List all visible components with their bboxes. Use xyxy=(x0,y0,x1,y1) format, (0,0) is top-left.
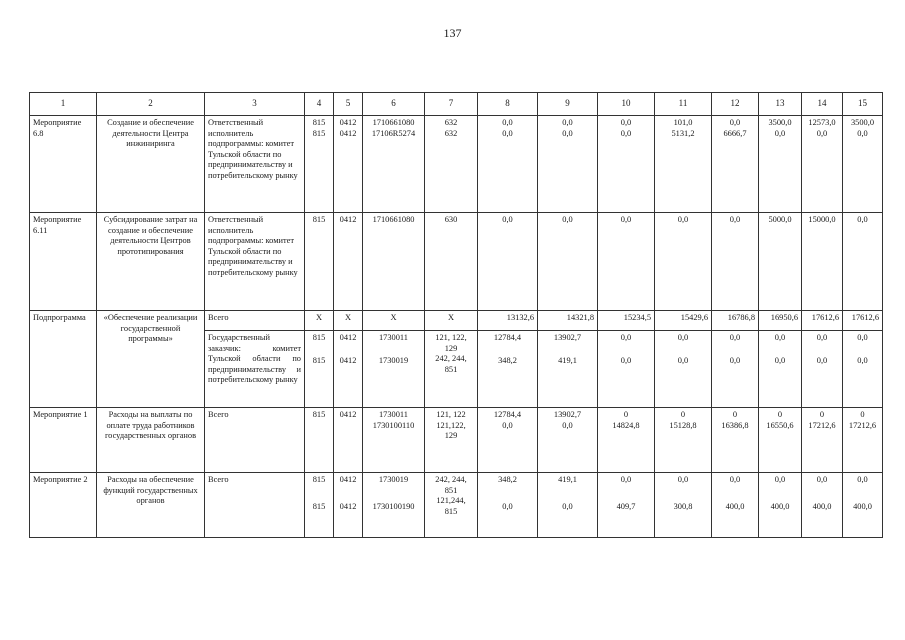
table-row xyxy=(30,213,883,311)
amount-cell: 0,0 6666,7 xyxy=(712,116,759,213)
amount-cell: 0,0 xyxy=(655,213,712,311)
amount-cell: 101,0 5131,2 xyxy=(655,116,712,213)
header-cell: 11 xyxy=(655,93,712,116)
expense-type-cell: 121, 122, 129 242, 244, 851 xyxy=(425,331,478,408)
table-row xyxy=(30,311,883,331)
header-cell: 2 xyxy=(97,93,205,116)
section-code-cell: 0412 0412 xyxy=(334,116,363,213)
expense-type-cell: 630 xyxy=(425,213,478,311)
header-cell: 5 xyxy=(334,93,363,116)
event-description: Создание и обеспечение деятельности Центра инжиниринга xyxy=(97,116,205,213)
amount-cell: 3500,0 0,0 xyxy=(843,116,883,213)
amount-cell: 0,0 xyxy=(538,213,598,311)
header-row xyxy=(30,93,883,116)
section-code-cell: 0412 xyxy=(334,213,363,311)
amount-cell: 0,0 xyxy=(598,213,655,311)
event-name: Мероприятие 6.8 xyxy=(30,116,97,213)
amount-cell: 3500,0 0,0 xyxy=(759,116,802,213)
section-code-cell: 0412 xyxy=(334,408,363,473)
amount-cell: 15000,0 xyxy=(802,213,843,311)
target-code-cell: 1710661080 17106R5274 xyxy=(363,116,425,213)
amount-cell: 0,0 400,0 xyxy=(802,473,843,538)
event-name: Мероприятие 1 xyxy=(30,408,97,473)
budget-table xyxy=(29,92,883,538)
amount-cell: 0 15128,8 xyxy=(655,408,712,473)
header-cell: 14 xyxy=(802,93,843,116)
table-row xyxy=(30,116,883,213)
amount-cell: 0,0 0,0 xyxy=(712,331,759,408)
amount-cell: 0,0 0,0 xyxy=(538,116,598,213)
amount-cell: 0 17212,6 xyxy=(843,408,883,473)
header-cell: 7 xyxy=(425,93,478,116)
header-cell: 4 xyxy=(305,93,334,116)
amount-cell: 13902,7 419,1 xyxy=(538,331,598,408)
amount-cell: 0,0 0,0 xyxy=(655,331,712,408)
subprogram-description: «Обеспечение реализации государственной программы» xyxy=(97,311,205,408)
responsible-party: Всего xyxy=(205,408,305,473)
gov-code-cell: 815 xyxy=(305,408,334,473)
expense-type-cell: X xyxy=(425,311,478,331)
table-row xyxy=(30,408,883,473)
header-cell: 8 xyxy=(478,93,538,116)
header-cell: 6 xyxy=(363,93,425,116)
event-description: Субсидирование затрат на создание и обеспечение деятельности Центров прототипирования xyxy=(97,213,205,311)
amount-cell: 0,0 xyxy=(843,213,883,311)
amount-cell: 0,0 300,8 xyxy=(655,473,712,538)
gov-code-cell: 815 xyxy=(305,213,334,311)
event-description: Расходы на выплаты по оплате труда работников государственных органов xyxy=(97,408,205,473)
responsible-party: Всего xyxy=(205,473,305,538)
responsible-party: Ответственный исполнитель подпрограммы: комитет Тульской области по предпринимательству и потребительскому рынку xyxy=(205,213,305,311)
amount-cell: 419,1 0,0 xyxy=(538,473,598,538)
header-cell: 3 xyxy=(205,93,305,116)
target-code-cell: 1710661080 xyxy=(363,213,425,311)
target-code-cell: 1730019 1730100190 xyxy=(363,473,425,538)
header-cell: 12 xyxy=(712,93,759,116)
event-name: Мероприятие 6.11 xyxy=(30,213,97,311)
amount-cell: 14321,8 xyxy=(538,311,598,331)
gov-code-cell: X xyxy=(305,311,334,331)
amount-cell: 0,0 0,0 xyxy=(802,331,843,408)
section-code-cell: X xyxy=(334,311,363,331)
amount-cell: 17612,6 xyxy=(802,311,843,331)
amount-cell: 0,0 409,7 xyxy=(598,473,655,538)
event-description: Расходы на обеспечение функций государственных органов xyxy=(97,473,205,538)
section-code-cell: 0412 0412 xyxy=(334,473,363,538)
amount-cell: 12784,4 0,0 xyxy=(478,408,538,473)
header-cell: 1 xyxy=(30,93,97,116)
header-cell: 13 xyxy=(759,93,802,116)
gov-code-cell: 815 815 xyxy=(305,331,334,408)
gov-code-cell: 815 815 xyxy=(305,473,334,538)
amount-cell: 0,0 0,0 xyxy=(759,331,802,408)
header-cell: 10 xyxy=(598,93,655,116)
amount-cell: 0 16386,8 xyxy=(712,408,759,473)
amount-cell: 348,2 0,0 xyxy=(478,473,538,538)
header-cell: 15 xyxy=(843,93,883,116)
amount-cell: 13132,6 xyxy=(478,311,538,331)
amount-cell: 0,0 0,0 xyxy=(478,116,538,213)
section-code-cell: 0412 0412 xyxy=(334,331,363,408)
amount-cell: 0,0 xyxy=(478,213,538,311)
amount-cell: 0,0 0,0 xyxy=(843,331,883,408)
amount-cell: 0 17212,6 xyxy=(802,408,843,473)
amount-cell: 15234,5 xyxy=(598,311,655,331)
state-customer: Государственный заказчик: комитет Тульской области по предпринимательству и потребительскому рынку xyxy=(205,331,305,408)
amount-cell: 0,0 0,0 xyxy=(598,116,655,213)
expense-type-cell: 632 632 xyxy=(425,116,478,213)
amount-cell: 16786,8 xyxy=(712,311,759,331)
amount-cell: 0,0 400,0 xyxy=(712,473,759,538)
target-code-cell: 1730011 1730019 xyxy=(363,331,425,408)
expense-type-cell: 242, 244, 851 121,244, 815 xyxy=(425,473,478,538)
amount-cell: 12784,4 348,2 xyxy=(478,331,538,408)
amount-cell: 16950,6 xyxy=(759,311,802,331)
responsible-party: Ответственный исполнитель подпрограммы: комитет Тульской области по предпринимательству и потребительскому рынку xyxy=(205,116,305,213)
amount-cell: 0 16550,6 xyxy=(759,408,802,473)
event-name: Мероприятие 2 xyxy=(30,473,97,538)
amount-cell: 12573,0 0,0 xyxy=(802,116,843,213)
subprogram-name: Подпрограмма xyxy=(30,311,97,408)
amount-cell: 5000,0 xyxy=(759,213,802,311)
page-number: 137 xyxy=(443,26,462,40)
amount-cell: 0,0 0,0 xyxy=(598,331,655,408)
responsible-party: Всего xyxy=(205,311,305,331)
amount-cell: 17612,6 xyxy=(843,311,883,331)
amount-cell: 15429,6 xyxy=(655,311,712,331)
amount-cell: 0,0 400,0 xyxy=(843,473,883,538)
expense-type-cell: 121, 122 121,122, 129 xyxy=(425,408,478,473)
amount-cell: 13902,7 0,0 xyxy=(538,408,598,473)
gov-code-cell: 815 815 xyxy=(305,116,334,213)
amount-cell: 0,0 xyxy=(712,213,759,311)
target-code-cell: 1730011 1730100110 xyxy=(363,408,425,473)
table-row xyxy=(30,473,883,538)
amount-cell: 0,0 400,0 xyxy=(759,473,802,538)
header-cell: 9 xyxy=(538,93,598,116)
target-code-cell: X xyxy=(363,311,425,331)
amount-cell: 0 14824,8 xyxy=(598,408,655,473)
